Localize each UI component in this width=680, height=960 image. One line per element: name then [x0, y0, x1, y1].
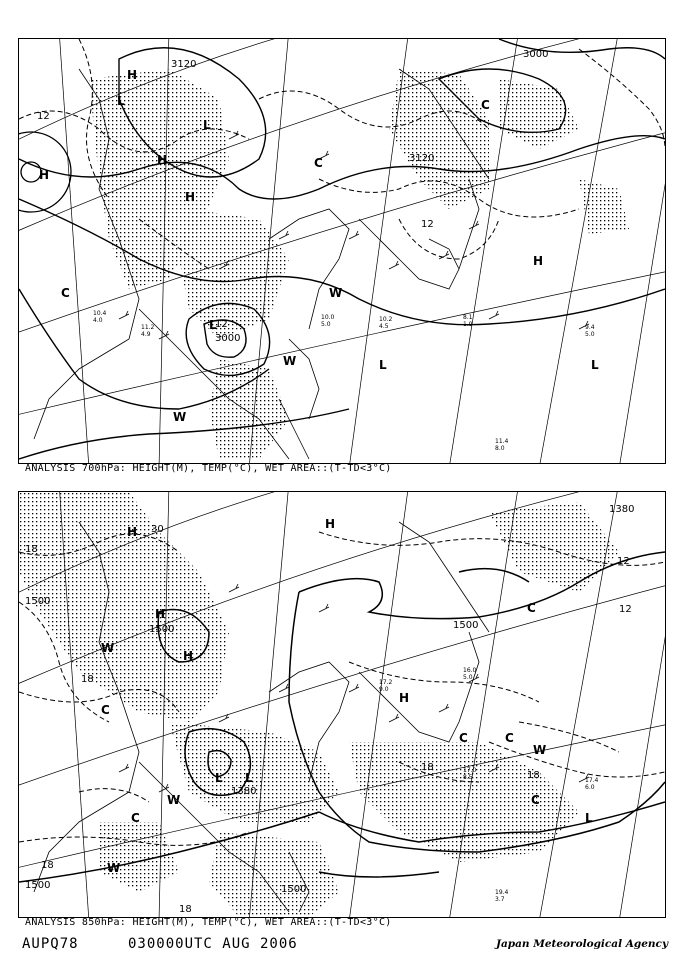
- system-symbol: W: [101, 641, 115, 655]
- svg-text:4.5: 4.5: [379, 323, 389, 330]
- svg-text:17.2: 17.2: [379, 679, 393, 686]
- temp-label: 18: [25, 544, 38, 555]
- system-symbol: L: [117, 94, 125, 108]
- system-symbol: W: [283, 354, 297, 368]
- svg-text:8.0: 8.0: [495, 445, 505, 452]
- station-obs: [379, 316, 393, 330]
- system-symbol: H: [127, 525, 138, 539]
- system-symbol: H: [183, 649, 194, 663]
- map-panel-850hpa: [18, 491, 666, 918]
- svg-text:11.4: 11.4: [495, 438, 509, 445]
- system-symbol: W: [107, 861, 121, 875]
- system-symbol: H: [155, 607, 166, 621]
- map-panel-700hpa: [18, 38, 666, 464]
- system-symbol: H: [157, 153, 168, 167]
- temp-label: 12: [617, 556, 630, 567]
- system-symbol: H: [533, 254, 544, 268]
- height-label: 3000: [215, 333, 241, 344]
- station-obs: [379, 679, 393, 693]
- caption-850hpa: ANALYSIS 850hPa: HEIGHT(M), TEMP(°C), WET AREA::(T-TD<3°C): [25, 917, 392, 928]
- system-symbol: L: [591, 358, 599, 372]
- temp-label: 12: [215, 319, 228, 330]
- station-obs: [495, 438, 509, 452]
- svg-text:5.0: 5.0: [321, 321, 331, 328]
- svg-text:19.4: 19.4: [495, 889, 509, 896]
- system-symbol: C: [131, 811, 140, 825]
- station-obs: [93, 310, 107, 324]
- height-label: 3120: [171, 59, 197, 70]
- wet-area-700hpa: [89, 69, 629, 459]
- caption-700hpa: ANALYSIS 700hPa: HEIGHT(M), TEMP(°C), WET AREA::(T-TD<3°C): [25, 463, 392, 474]
- temp-label: 12: [421, 219, 434, 230]
- svg-text:8.1: 8.1: [463, 314, 473, 321]
- svg-text:3.7: 3.7: [495, 896, 505, 903]
- system-symbol: H: [39, 168, 50, 182]
- station-obs: [495, 889, 509, 903]
- system-symbol: W: [167, 793, 181, 807]
- height-label: 3000: [523, 49, 549, 60]
- map-700hpa-canvas: [19, 39, 665, 463]
- valid-time: 030000UTC AUG 2006: [128, 936, 298, 952]
- system-symbol: C: [531, 793, 540, 807]
- station-obs: [585, 777, 599, 791]
- system-symbol: H: [399, 691, 410, 705]
- svg-text:10.0: 10.0: [321, 314, 335, 321]
- station-obs: [463, 314, 473, 328]
- svg-text:17.0: 17.0: [463, 767, 477, 774]
- system-symbol: W: [329, 286, 343, 300]
- height-label: 1500: [149, 624, 175, 635]
- svg-text:10.4: 10.4: [93, 310, 107, 317]
- temp-label: 18: [527, 770, 540, 781]
- svg-text:9.0: 9.0: [379, 686, 389, 693]
- system-symbol: H: [185, 190, 196, 204]
- system-symbol: C: [101, 703, 110, 717]
- temp-label: 30: [151, 524, 164, 535]
- svg-text:6.0: 6.0: [585, 784, 595, 791]
- system-symbol: L: [585, 811, 593, 825]
- svg-text:5.0: 5.0: [463, 674, 473, 681]
- temp-label: 18: [81, 674, 94, 685]
- system-symbol: L: [379, 358, 387, 372]
- system-symbol: L: [245, 771, 253, 785]
- svg-text:5.0: 5.0: [585, 331, 595, 338]
- system-symbol: H: [325, 517, 336, 531]
- system-symbol: W: [173, 410, 187, 424]
- svg-text:16.0: 16.0: [463, 667, 477, 674]
- agency-credit: Japan Meteorological Agency: [496, 938, 669, 950]
- height-label: 1500: [453, 620, 479, 631]
- station-obs: [585, 324, 595, 338]
- svg-text:4.9: 4.9: [141, 331, 151, 338]
- system-symbol: C: [61, 286, 70, 300]
- system-symbol: L: [203, 118, 211, 132]
- svg-text:10.2: 10.2: [379, 316, 393, 323]
- svg-text:1.9: 1.9: [463, 321, 473, 328]
- system-symbol: C: [527, 601, 536, 615]
- system-symbol: W: [533, 743, 547, 757]
- system-symbol: C: [505, 731, 514, 745]
- height-label: 1500: [25, 880, 51, 891]
- product-id: AUPQ78: [22, 936, 79, 952]
- svg-text:9.4: 9.4: [585, 324, 595, 331]
- height-label: 1380: [609, 504, 635, 515]
- temp-label: 18: [41, 860, 54, 871]
- svg-text:8.5: 8.5: [463, 774, 473, 781]
- temp-label: 18: [421, 762, 434, 773]
- system-symbol: C: [459, 731, 468, 745]
- temp-label: 18: [179, 904, 192, 915]
- map-850hpa-canvas: [19, 492, 665, 917]
- height-label: 1500: [25, 596, 51, 607]
- station-obs: [141, 324, 155, 338]
- system-symbol: L: [209, 318, 217, 332]
- svg-text:4.0: 4.0: [93, 317, 103, 324]
- system-symbol: C: [481, 98, 490, 112]
- height-label: 1380: [231, 786, 257, 797]
- temp-label: 12: [37, 111, 50, 122]
- station-obs: [321, 314, 335, 328]
- height-label: 1500: [281, 884, 307, 895]
- height-label: 3120: [409, 153, 435, 164]
- svg-text:17.4: 17.4: [585, 777, 599, 784]
- system-symbol: L: [215, 771, 223, 785]
- system-symbol: C: [314, 156, 323, 170]
- svg-text:11.2: 11.2: [141, 324, 155, 331]
- temp-label: 12: [619, 604, 632, 615]
- system-symbol: H: [127, 68, 138, 82]
